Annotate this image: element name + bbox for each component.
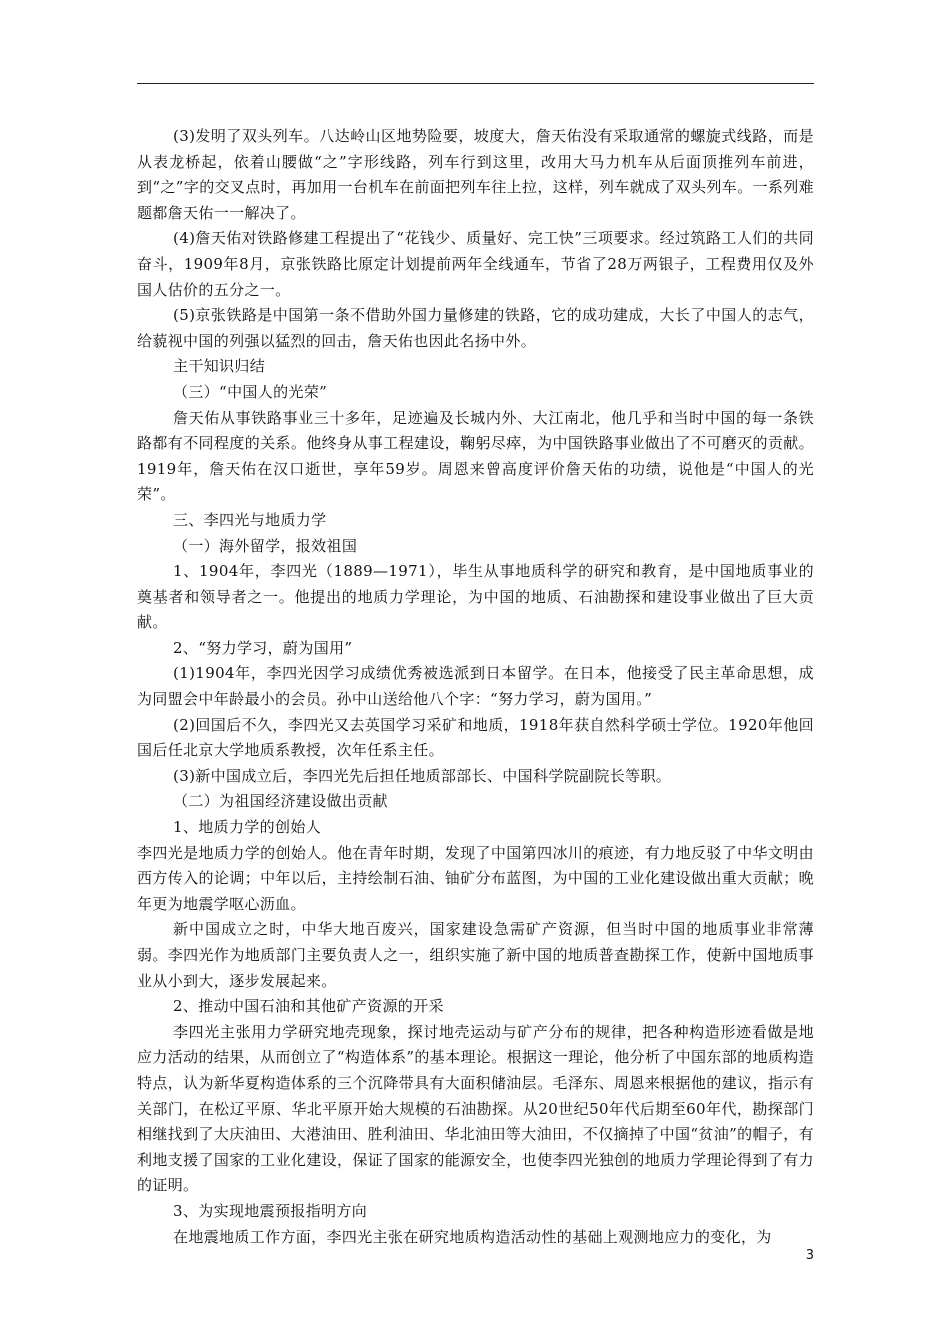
paragraph: 李四光是地质力学的创始人。他在青年时期，发现了中国第四冰川的痕迹，有力地反驳了中华文明由西方传入的论调；中年以后，主持绘制石油、铀矿分布蓝图，为中国的工业化建设做出重大贡献；晚年更为地震学呕心沥血。 [137,843,814,913]
paragraph: 新中国成立之时，中华大地百废兴，国家建设急需矿产资源，但当时中国的地质事业非常薄弱。李四光作为地质部门主要负责人之一，组织实施了新中国的地质普查勘探工作，使新中国地质事业从小到大，逐步发展起来。 [137,920,814,990]
section-heading: 主干知识归结 [173,357,266,376]
page-number: 3 [805,1248,814,1263]
paragraph: (3)发明了双头列车。八达岭山区地势险要，坡度大，詹天佑没有采取通常的螺旋式线路，而是从表龙桥起，依着山腰做“之”字形线路，列车行到这里，改用大马力机车从后面顶推列车前进，到“之”字的交叉点时，再加用一台机车在前面把列车往上拉，这样，列车就成了双头列车。一系列难题都詹天佑一一解决了。 [137,127,814,222]
section-heading: 2、推动中国石油和其他矿产资源的开采 [173,997,444,1016]
section-heading: 3、为实现地震预报指明方向 [173,1201,368,1220]
section-heading: 1、地质力学的创始人 [173,818,322,837]
section-heading: 2、“努力学习，蔚为国用” [173,638,353,657]
paragraph: 1、1904年，李四光（1889—1971），毕生从事地质科学的研究和教育，是中国地质事业的奠基者和领导者之一。他提出的地质力学理论，为中国的地质、石油勘探和建设事业做出了巨大贡献。 [137,562,814,632]
section-heading: （三）“中国人的光荣” [173,382,328,401]
section-heading: （二）为祖国经济建设做出贡献 [173,792,388,811]
paragraph: 在地震地质工作方面，李四光主张在研究地质构造活动性的基础上观测地应力的变化，为 [173,1227,772,1246]
paragraph: (2)回国后不久，李四光又去英国学习采矿和地质，1918年获自然科学硕士学位。1920年他回国后任北京大学地质系教授，次年任系主任。 [137,715,814,760]
paragraph: 詹天佑从事铁路事业三十多年，足迹遍及长城内外、大江南北，他几乎和当时中国的每一条铁路都有不同程度的关系。他终身从事工程建设，鞠躬尽瘁，为中国铁路事业做出了不可磨灭的贡献。1919年，詹天佑在汉口逝世，享年59岁。周恩来曾高度评价詹天佑的功绩，说他是“中国人的光荣”。 [137,408,814,504]
paragraph: (4)詹天佑对铁路修建工程提出了“花钱少、质量好、完工快”三项要求。经过筑路工人们的共同奋斗，1909年8月，京张铁路比原定计划提前两年全线通车，节省了28万两银子，工程费用仅及外国人估价的五分之一。 [137,229,814,299]
section-heading: （一）海外留学，报效祖国 [173,536,358,555]
header-rule [137,83,814,84]
paragraph: (1)1904年，李四光因学习成绩优秀被选派到日本留学。在日本，他接受了民主革命思想，成为同盟会中年龄最小的会员。孙中山送给他八个字：“努力学习，蔚为国用。” [137,664,814,709]
paragraph: (3)新中国成立后，李四光先后担任地质部部长、中国科学院副院长等职。 [173,766,672,785]
document-body [137,124,814,1250]
section-heading: 三、李四光与地质力学 [173,510,327,529]
paragraph: 李四光主张用力学研究地壳现象，探讨地壳运动与矿产分布的规律，把各种构造形迹看做是地应力活动的结果，从而创立了“构造体系”的基本理论。根据这一理论，他分析了中国东部的地质构造特点，认为新华夏构造体系的三个沉降带具有大面积储油层。毛泽东、周恩来根据他的建议，指示有关部门，在松辽平原、华北平原开始大规模的石油勘探。从20世纪50年代后期至60年代，勘探部门相继找到了大庆油田、大港油田、胜利油田、华北油田等大油田，不仅摘掉了中国“贫油”的帽子，有利地支援了国家的工业化建设，保证了国家的能源安全，也使李四光独创的地质力学理论得到了有力的证明。 [137,1022,814,1195]
paragraph: (5)京张铁路是中国第一条不借助外国力量修建的铁路，它的成功建成，大长了中国人的志气，给藐视中国的列强以猛烈的回击，詹天佑也因此名扬中外。 [137,306,814,350]
